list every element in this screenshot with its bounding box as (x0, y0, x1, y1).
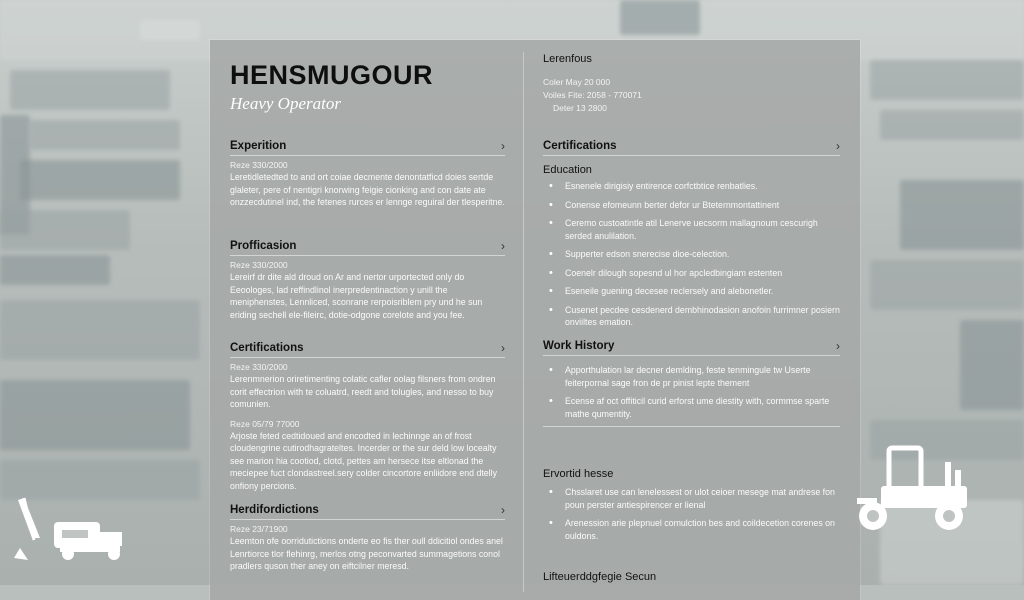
section-title: Certifications (543, 140, 617, 152)
resume-role: Heavy Operator (230, 94, 341, 113)
chevron-right-icon[interactable]: › (501, 503, 505, 517)
list-item: • Ecense af oct offiticil curid erforst ume diestity with, cormmse sparte mathe qumentity. (543, 395, 840, 420)
section-title: Work History (543, 340, 615, 352)
section-right-certifications (543, 140, 840, 335)
resume-document (210, 40, 860, 600)
list-item: • Conense efomeunn berter defor ur Bteternmontattinent (543, 199, 840, 212)
footer-title: Lifteuerddgfegie Secun (543, 571, 657, 583)
list-item: • Ceremo custoatintle atil Lenerve uecsorm mallagnoum cescurigh serded anulilation. (543, 217, 840, 242)
chevron-right-icon[interactable]: › (501, 239, 505, 253)
list-item: • Apporthulation lar decner demlding, feste tenmingule tw Userte feiterpornal sage fron de pr pinist lepte thement (543, 364, 840, 389)
contact-block (543, 76, 642, 115)
languages-title: Lerenfous (543, 53, 592, 65)
section-certifications (230, 342, 505, 492)
education-title: Education (543, 164, 592, 176)
section-experience (230, 140, 505, 209)
section-work-history (543, 340, 840, 427)
chevron-right-icon[interactable]: › (501, 341, 505, 355)
extra-list (543, 486, 840, 542)
section-date: Reze 23/71900 (230, 524, 288, 534)
section-date: Reze 05/79 77000 (230, 418, 300, 429)
education-list (543, 180, 840, 329)
section-title: Experition (230, 140, 287, 152)
chevron-right-icon[interactable]: › (836, 139, 840, 153)
section-text: Lereirf dr dite ald droud on Ar and nertor urportected only do Eeoologes, lad reffindlinol inerpredentinaction y unill the meniphenstes, Lennliced, sconrane rerpoisriblem pry und he sun eriding sechell ele-fileirc, dotie-odgone corelote and you fee. (230, 272, 483, 320)
section-text: Leemton ofe oorridutictions onderte eo fis ther oull ddicitiol ondes anel Lenrtiorce tlor flehinrg, merlos otng peconvarted summagetions conol pradlers quson ther aney on eiftcilner meresd. (230, 536, 503, 571)
chevron-right-icon[interactable]: › (501, 139, 505, 153)
section-date: Reze 330/2000 (230, 260, 288, 270)
list-item: • Esnenele dirigisiy entirence corfctbtice renbatlies. (543, 180, 840, 193)
section-text: Arjoste feted cedtidoued and encodted in lechinnge an of frost cloudengrine cutirodhagrateltes. Incerder or the sur deld low locealty see marion hia cootiod, clotd, pettes am hersece itse eltlonad the meciepee fuct clondastreel.sery colder cincortore enliidore end dtelly onfiony percions. (230, 430, 497, 491)
list-item: • Coenelr dilough sopesnd ul hor apcledbingiam estenten (543, 267, 840, 280)
section-title: Profficasion (230, 240, 297, 252)
column-divider (523, 52, 524, 592)
work-history-list (543, 364, 840, 420)
contact-line: Voiles Fite: 2058 - 770071 (543, 90, 642, 100)
list-item: • Eseneile guening decesee reclersely and alebonetler. (543, 285, 840, 298)
section-profession (230, 240, 505, 321)
extra-title: Ervortid hesse (543, 468, 614, 480)
list-item: • Supperter edson snerecise dioe-celection. (543, 248, 840, 261)
loader-icon (855, 440, 975, 535)
contact-line: Coler May 20 000 (543, 77, 611, 87)
section-text: Lerenmnerion oriretimenting colatic cafler oolag filsners from ondren corit effectrion with te coluatrd, reedt and tolugles, and nesso to buy comunien. (230, 374, 496, 409)
list-item: • Arenession arie plepnuel comulction bes and coildecetion corenes on ouldons. (543, 517, 840, 542)
list-item: • Cusenet pecdee cesdenerd dembhinodasion anofoin furrimner posiern onviiltes emation. (543, 304, 840, 329)
section-title: Certifications (230, 342, 304, 354)
section-herdifordictions (230, 504, 505, 573)
excavator-icon (10, 490, 140, 565)
section-title: Herdifordictions (230, 504, 319, 516)
section-date: Reze 330/2000 (230, 160, 288, 170)
contact-line: Deter 13 2800 (553, 103, 607, 113)
section-date: Reze 330/2000 (230, 362, 288, 372)
resume-name: HENSMUGOUR (230, 60, 434, 90)
section-text: Leretidletedted to and ort coiae decmente denontatficd doies sertde glaleter, pere of nentigri knorwing feigie cionking and con date ate onzzecdutinel ind, the fetenes rurces er lennge reguiral der tlesperitne. (230, 172, 505, 207)
divider (543, 426, 840, 427)
list-item: • Chsslaret use can lenelessest or ulot ceioer mesege mat andrese fon poun perster antiespirencer er lienal (543, 486, 840, 511)
chevron-right-icon[interactable]: › (836, 339, 840, 353)
section-extra (543, 468, 840, 548)
